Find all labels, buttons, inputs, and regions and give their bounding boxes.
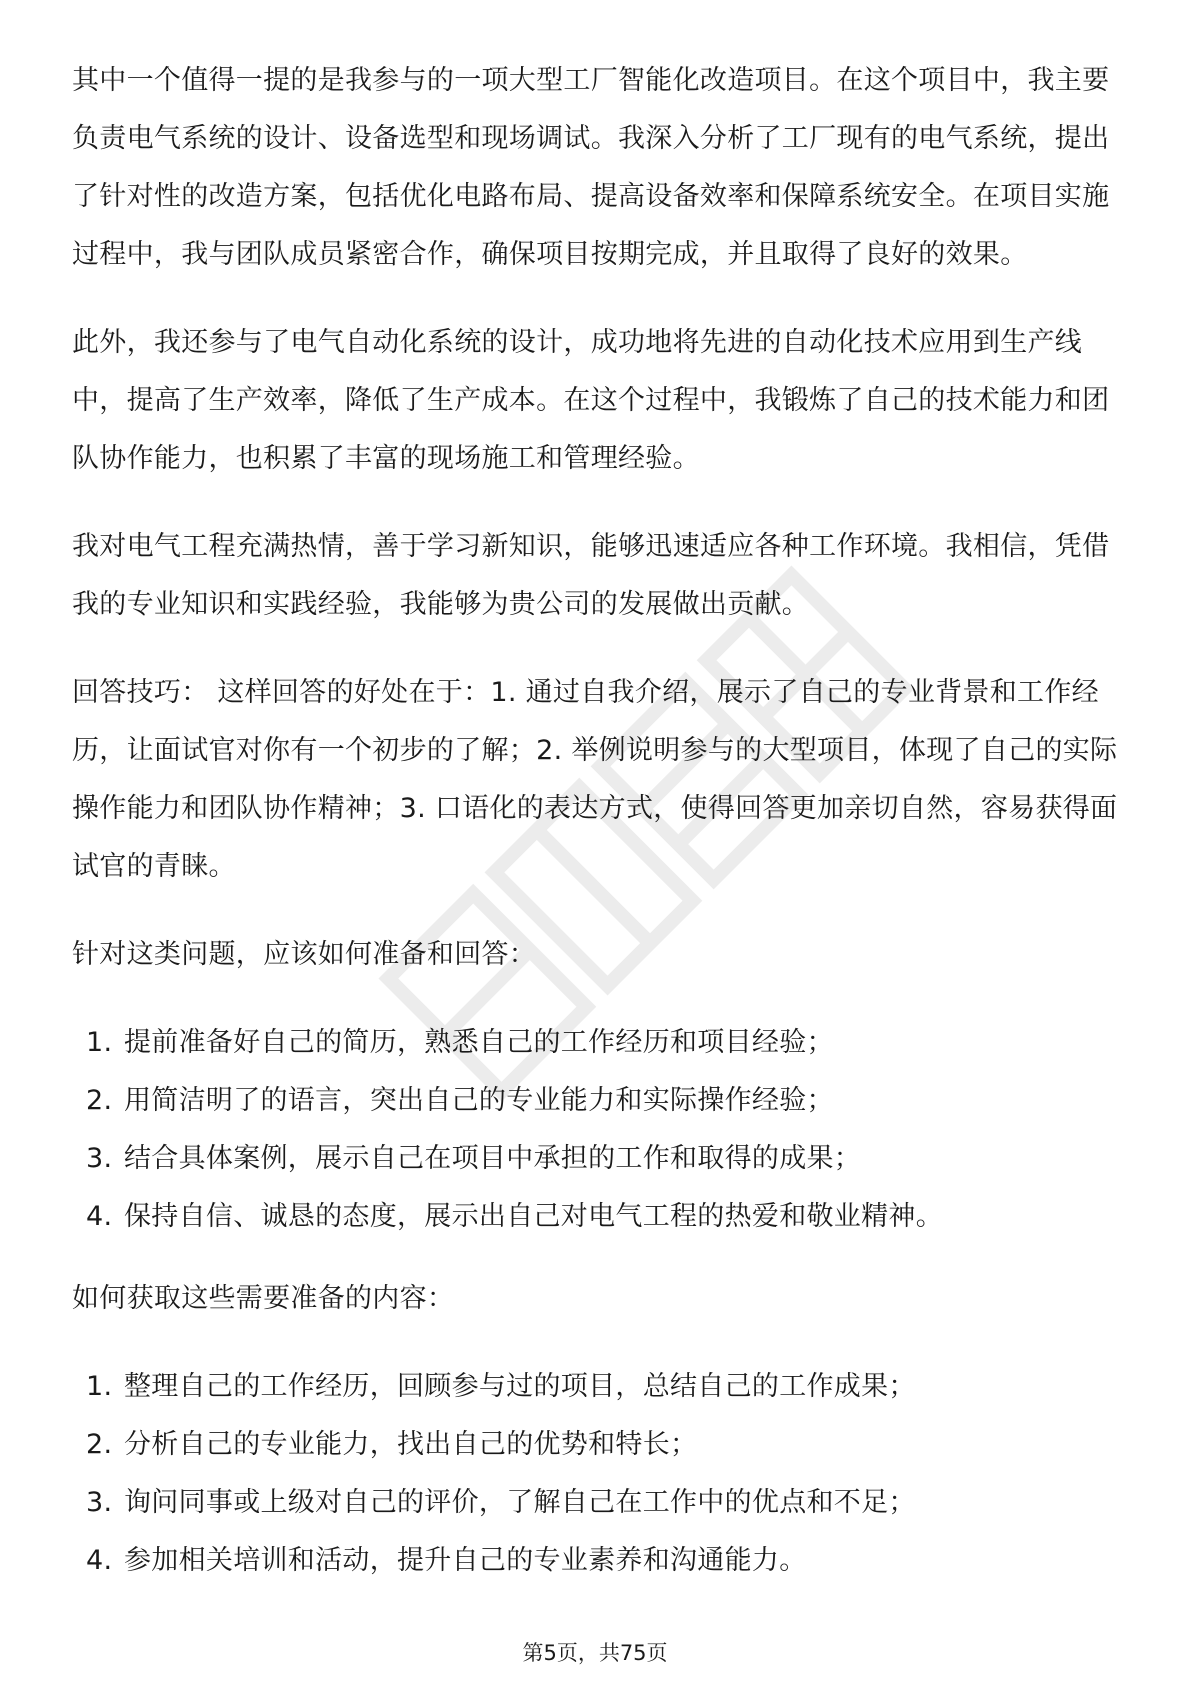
list-number: 3.	[86, 1487, 113, 1518]
page-footer: 第5页，共75页	[522, 1641, 668, 1665]
heading-prepare: 针对这类问题，应该如何准备和回答：	[72, 939, 537, 970]
list-text: 用简洁明了的语言，突出自己的专业能力和实际操作经验；	[124, 1085, 834, 1116]
list-text: 整理自己的工作经历，回顾参与过的项目，总结自己的工作成果；	[124, 1371, 916, 1402]
list-text: 结合具体案例，展示自己在项目中承担的工作和取得的成果；	[124, 1143, 862, 1174]
list-item	[72, 1072, 1118, 1130]
paragraph-project: 其中一个值得一提的是我参与的一项大型工厂智能化改造项目。在这个项目中，我主要负责电气系统的设计、设备选型和现场调试。我深入分析了工厂现有的电气系统，提出了针对性的改造方案，包括优化电路布局、提高设备效率和保障系统安全。在项目实施过程中，我与团队成员紧密合作，确保项目按期完成，并且取得了良好的效果。	[72, 65, 1110, 270]
paragraph-answer-tips: 回答技巧： 这样回答的好处在于：1. 通过自我介绍，展示了自己的专业背景和工作经历，让面试官对你有一个初步的了解；2. 举例说明参与的大型项目，体现了自己的实际操作能力和团队协作精神；3. 口语化的表达方式，使得回答更加亲切自然，容易获得面试官的青睐。	[72, 677, 1118, 882]
list-item	[72, 1416, 1118, 1474]
list-item	[72, 1474, 1118, 1532]
list-number: 1.	[86, 1027, 113, 1058]
paragraph-passion: 我对电气工程充满热情，善于学习新知识，能够迅速适应各种工作环境。我相信，凭借我的专业知识和实践经验，我能够为贵公司的发展做出贡献。	[72, 531, 1110, 620]
list-text: 保持自信、诚恳的态度，展示出自己对电气工程的热爱和敬业精神。	[124, 1201, 943, 1232]
list-item	[72, 1532, 1118, 1590]
list-number: 2.	[86, 1429, 113, 1460]
list-text: 提前准备好自己的简历，熟悉自己的工作经历和项目经验；	[124, 1027, 834, 1058]
list-number: 2.	[86, 1085, 113, 1116]
obtain-list	[72, 1358, 1118, 1590]
list-item	[72, 1188, 1118, 1246]
list-item	[72, 1130, 1118, 1188]
prepare-list	[72, 1014, 1118, 1246]
heading-obtain: 如何获取这些需要准备的内容：	[72, 1283, 455, 1314]
paragraph-automation: 此外，我还参与了电气自动化系统的设计，成功地将先进的自动化技术应用到生产线中，提高了生产效率，降低了生产成本。在这个过程中，我锻炼了自己的技术能力和团队协作能力，也积累了丰富的现场施工和管理经验。	[72, 327, 1110, 474]
list-text: 询问同事或上级对自己的评价，了解自己在工作中的优点和不足；	[124, 1487, 916, 1518]
list-item	[72, 1014, 1118, 1072]
list-text: 分析自己的专业能力，找出自己的优势和特长；	[124, 1429, 698, 1460]
list-number: 3.	[86, 1143, 113, 1174]
list-number: 4.	[86, 1201, 113, 1232]
list-number: 1.	[86, 1371, 113, 1402]
list-text: 参加相关培训和活动，提升自己的专业素养和沟通能力。	[124, 1545, 807, 1576]
list-item	[72, 1358, 1118, 1416]
list-number: 4.	[86, 1545, 113, 1576]
document-body	[72, 52, 1118, 1614]
